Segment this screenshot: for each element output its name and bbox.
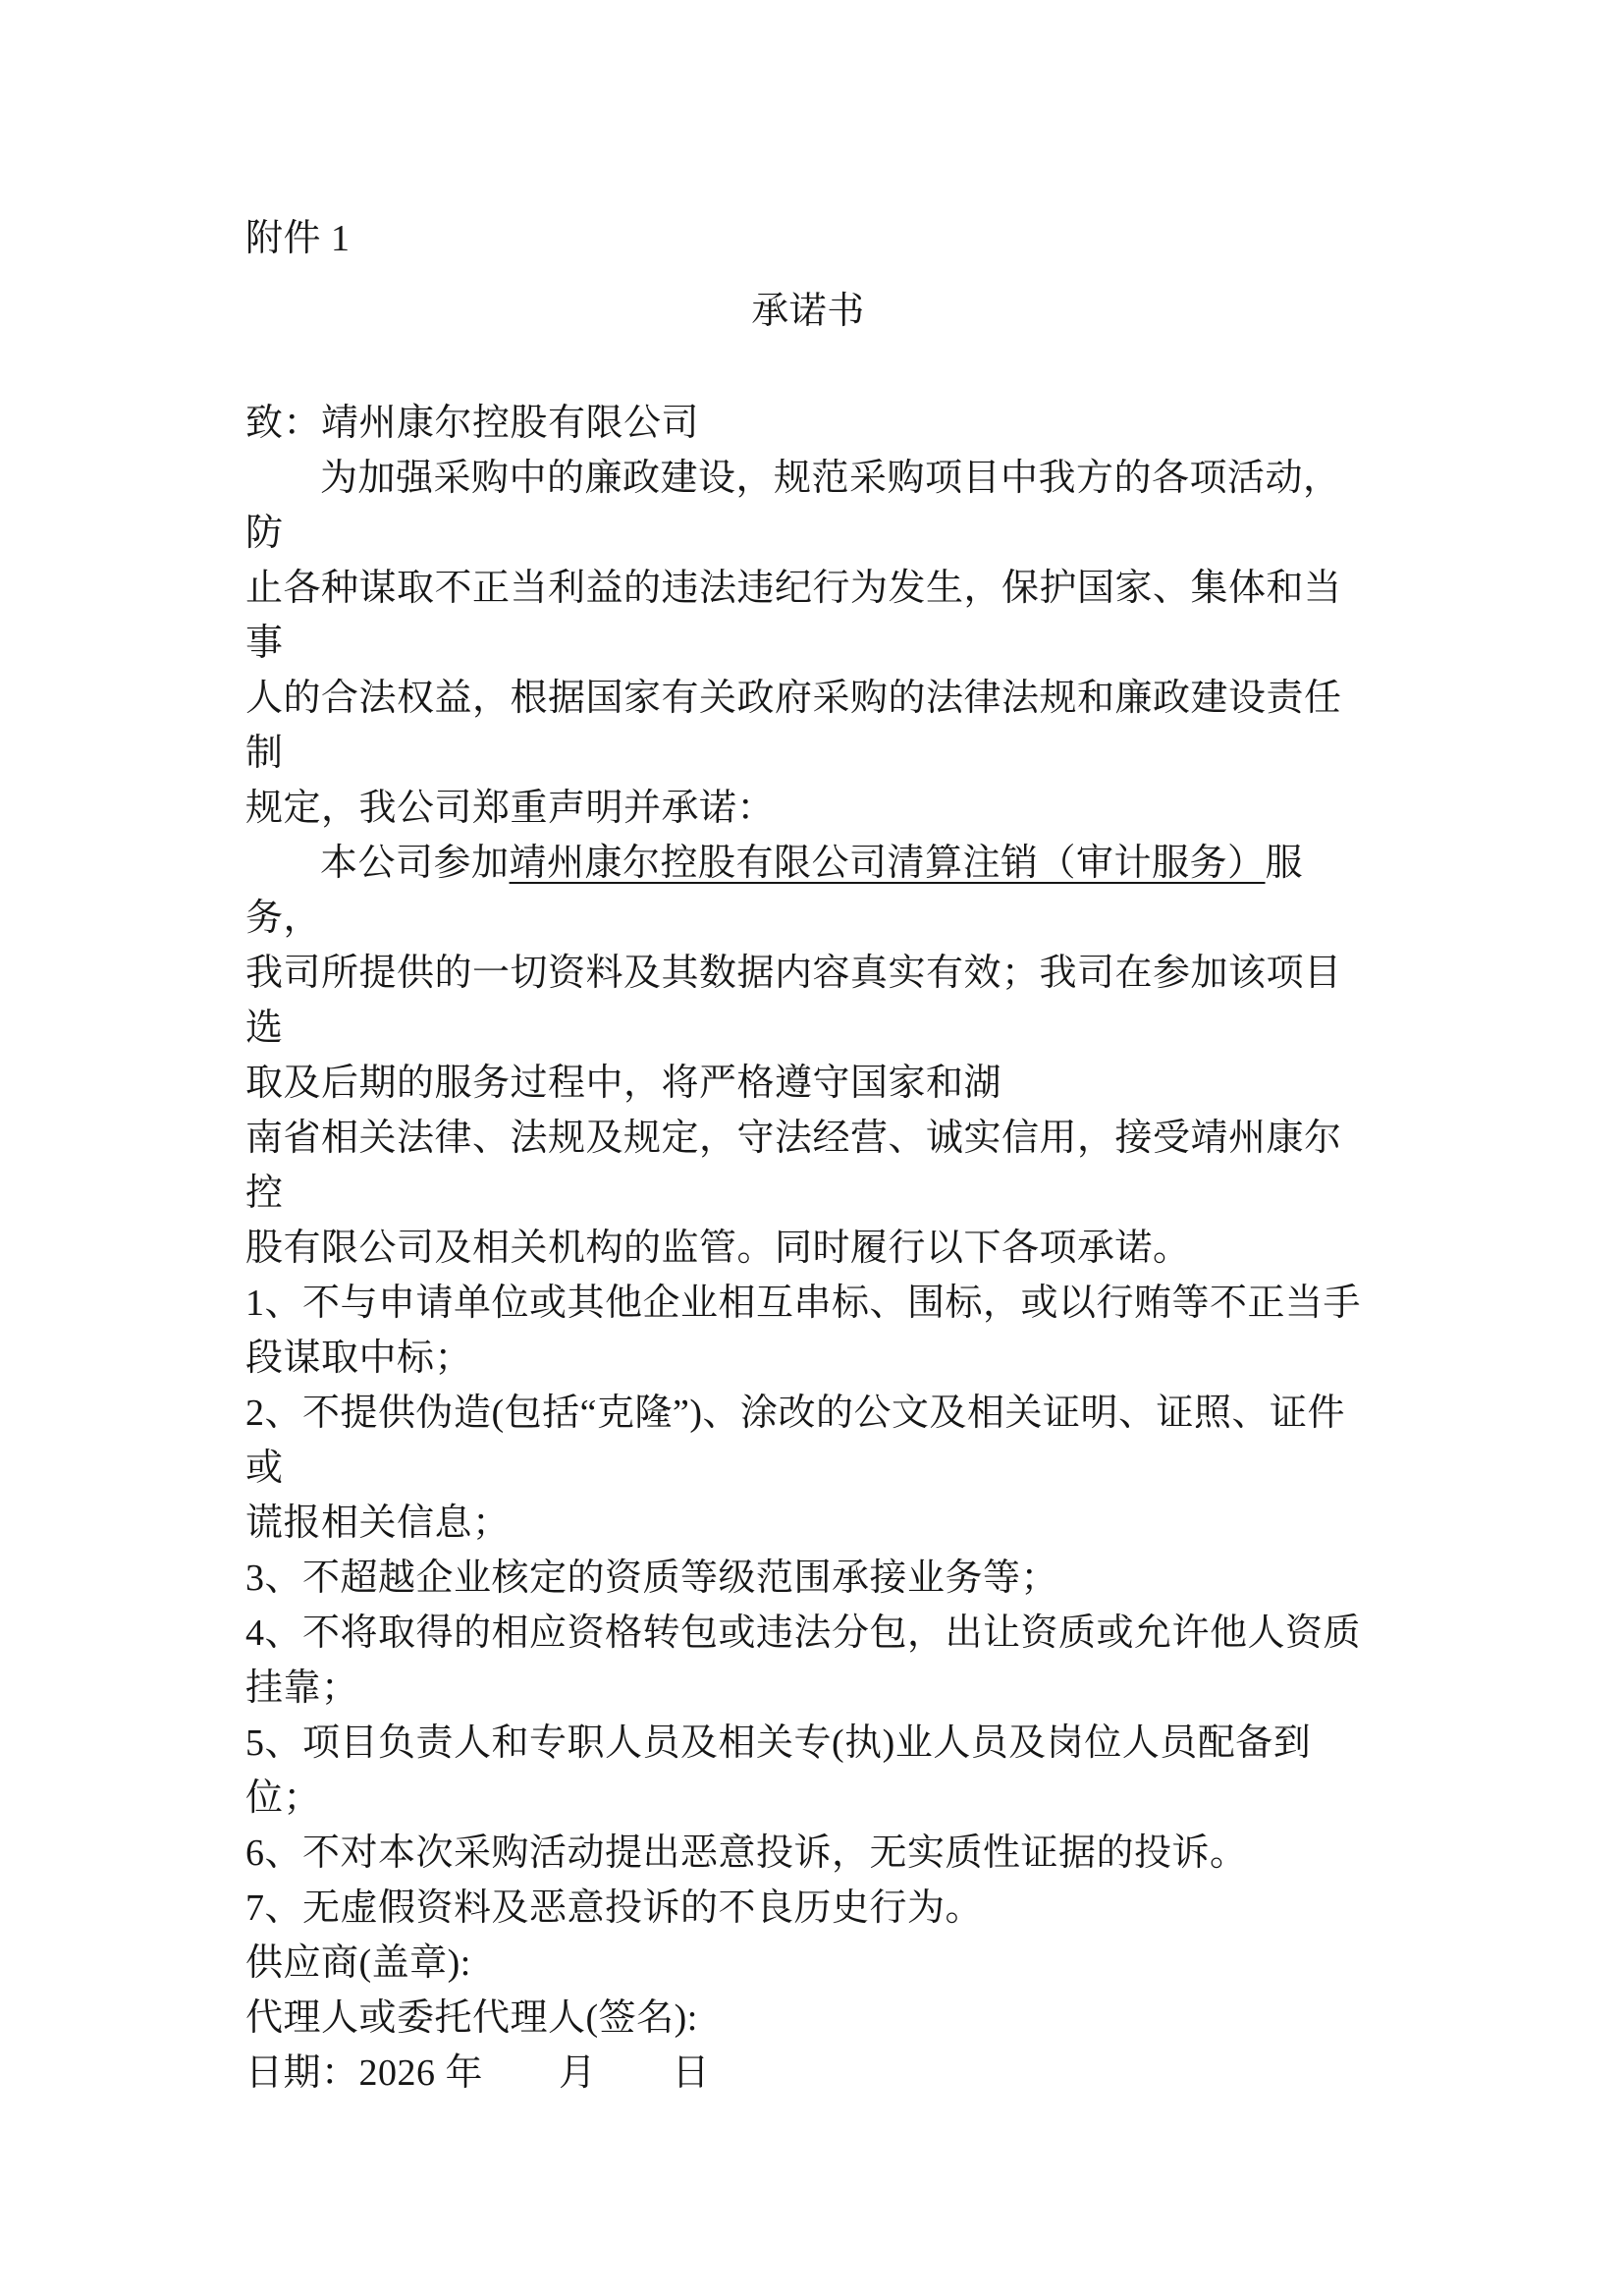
text-segment: 止各种谋取不正当利益的违法违纪行为发生，保护国家、集体和当事 bbox=[245, 568, 1342, 664]
text-line bbox=[245, 1056, 1371, 1111]
text-line bbox=[245, 1551, 1371, 1606]
attachment-label: 附件 1 bbox=[245, 218, 351, 259]
text-line bbox=[245, 1221, 1371, 1276]
text-segment: 代理人或委托代理人(签名): bbox=[245, 1997, 698, 2039]
text-segment: 人的合法权益，根据国家有关政府采购的法律法规和廉政建设责任制 bbox=[245, 678, 1342, 774]
text-segment: 7、无虚假资料及恶意投诉的不良历史行为。 bbox=[245, 1887, 984, 1929]
text-line bbox=[245, 1606, 1371, 1661]
text-segment: 3、不超越企业核定的资质等级范围承接业务等； bbox=[245, 1558, 1059, 1599]
document-content bbox=[245, 211, 1371, 2101]
text-line bbox=[245, 1276, 1371, 1331]
text-line bbox=[245, 396, 1371, 451]
text-segment: 4、不将取得的相应资格转包或违法分包，出让资质或允许他人资质 bbox=[245, 1613, 1362, 1654]
text-segment: 挂靠； bbox=[245, 1667, 359, 1709]
text-segment: 供应商(盖章): bbox=[245, 1942, 471, 1984]
text-segment: 致：靖州康尔控股有限公司 bbox=[245, 403, 700, 444]
text-segment: 6、不对本次采购活动提出恶意投诉，无实质性证据的投诉。 bbox=[245, 1832, 1248, 1874]
text-line bbox=[245, 1111, 1371, 1221]
underlined-text: 靖州康尔控股有限公司清算注销（审计服务） bbox=[509, 843, 1266, 884]
text-line bbox=[245, 1991, 1371, 2046]
text-line bbox=[245, 451, 1371, 561]
text-line bbox=[245, 2046, 1371, 2101]
text-segment: 5、项目负责人和专职人员及相关专(执)业人员及岗位人员配备到位； bbox=[245, 1722, 1312, 1819]
text-line bbox=[245, 781, 1371, 836]
text-segment: 南省相关法律、法规及规定，守法经营、诚实信用，接受靖州康尔控 bbox=[245, 1118, 1342, 1214]
text-segment: 本公司参加 bbox=[320, 843, 510, 884]
text-segment: 股有限公司及相关机构的监管。同时履行以下各项承诺。 bbox=[245, 1228, 1191, 1269]
text-line bbox=[245, 1496, 1371, 1551]
text-segment: 段谋取中标； bbox=[245, 1338, 473, 1379]
text-segment: 我司所提供的一切资料及其数据内容真实有效；我司在参加该项目选 bbox=[245, 953, 1342, 1049]
text-segment: 日期：2026 年 月 日 bbox=[245, 2052, 711, 2094]
text-line bbox=[245, 1826, 1371, 1881]
text-line bbox=[245, 1881, 1371, 1936]
text-line bbox=[245, 1661, 1371, 1716]
text-line bbox=[245, 671, 1371, 781]
text-segment: 为加强采购中的廉政建设，规范采购项目中我方的各项活动，防 bbox=[245, 458, 1341, 554]
text-line bbox=[245, 946, 1371, 1056]
text-line bbox=[245, 1386, 1371, 1496]
document-body bbox=[245, 396, 1371, 2101]
text-line bbox=[245, 836, 1371, 946]
text-line bbox=[245, 1331, 1371, 1386]
text-line bbox=[245, 1936, 1371, 1991]
text-line bbox=[245, 1716, 1371, 1826]
text-segment: 规定，我公司郑重声明并承诺： bbox=[245, 788, 776, 829]
text-segment: 谎报相关信息； bbox=[245, 1503, 511, 1544]
blank-line bbox=[245, 339, 1371, 396]
text-segment: 2、不提供伪造(包括“克隆”)、涂改的公文及相关证明、证照、证件或 bbox=[245, 1393, 1346, 1489]
text-segment: 取及后期的服务过程中，将严格遵守国家和湖 bbox=[245, 1063, 1002, 1104]
text-segment: 1、不与申请单位或其他企业相互串标、围标，或以行贿等不正当手 bbox=[245, 1283, 1362, 1324]
text-segment: 服务， bbox=[245, 843, 1304, 939]
text-line bbox=[245, 561, 1371, 671]
page-title: 承诺书 bbox=[751, 291, 865, 332]
